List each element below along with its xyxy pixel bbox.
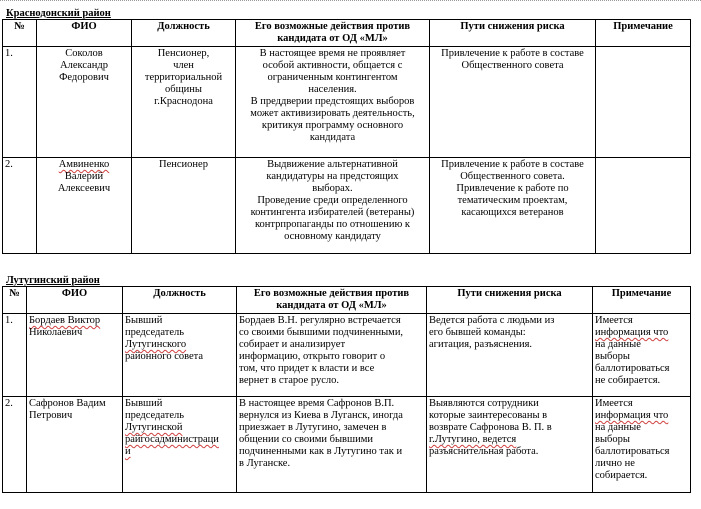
cell-name — [27, 397, 123, 493]
text-line: подчиненными как в Лутугино так и — [239, 446, 403, 457]
text-line: Бывший — [125, 398, 163, 409]
header-num: № — [3, 287, 27, 314]
text-line: баллотироваться — [595, 363, 670, 374]
text-line: Амвиненко — [58, 159, 110, 170]
text-line: общины — [165, 84, 202, 95]
header-name: ФИО — [27, 287, 123, 314]
text-line: Имеется — [595, 398, 633, 409]
section-title-krasnodon: Краснодонский район — [6, 8, 111, 19]
text-line: возврате Сафронова В. П. в — [429, 422, 552, 433]
cell-position — [123, 397, 237, 493]
header-actions: Его возможные действия против кандидата от ОД «МЛ» — [236, 20, 430, 47]
cell-risk — [430, 47, 596, 158]
text-line: собирает и анализирует — [239, 339, 346, 350]
text-line — [29, 315, 120, 327]
cell-num: 2. — [3, 397, 27, 493]
text-line: выборах. — [312, 183, 353, 194]
text-line: касающихся ветеранов — [461, 207, 564, 218]
text-line: выборы — [595, 351, 630, 362]
text-line: Лутугинской — [125, 422, 183, 433]
text-line: вернет в старое русло. — [239, 375, 339, 386]
header-name: ФИО — [37, 20, 132, 47]
text-line: разъяснительная работа. — [429, 446, 539, 457]
table-header-row — [3, 20, 691, 47]
cell-name — [37, 158, 132, 254]
text-line: Привлечение к работе в составе — [441, 48, 584, 59]
text-line: Привлечение к работе по — [456, 183, 569, 194]
text-line: контрпропаганды по отношению к — [254, 219, 411, 230]
text-line: Пенсионер — [159, 159, 208, 170]
table-row — [3, 158, 691, 254]
text-line: член — [173, 60, 194, 71]
cell-risk — [427, 314, 593, 397]
text-line: вернулся из Киева в Луганск, иногда — [239, 410, 403, 421]
text-line: Общественного совета — [461, 60, 564, 71]
text-line: Привлечение к работе в составе — [441, 159, 584, 170]
text-line: Выдвижение альтернативной — [267, 159, 398, 170]
text-line: председатель — [125, 327, 185, 338]
text-line: г.Краснодона — [154, 96, 213, 107]
text-line: особой активности, общается с — [262, 60, 403, 71]
cell-note — [593, 314, 691, 397]
text-line: Бывший — [125, 315, 163, 326]
text-line: кандидата — [309, 132, 356, 143]
text-line: Ведется работа с людьми из — [429, 315, 555, 326]
text-line: председатель — [125, 410, 185, 421]
header-note: Примечание — [596, 20, 691, 47]
cell-note — [596, 158, 691, 254]
text-line: ограниченным контингентом — [267, 72, 398, 83]
text-line: Лутугинского — [125, 339, 187, 350]
text-line: общении со своими бывшими — [239, 434, 373, 445]
text-line: том, что придет к власти и все — [239, 363, 375, 374]
table-krasnodon — [2, 19, 691, 254]
header-position: Должность — [132, 20, 236, 47]
text-line: в Луганске. — [239, 458, 291, 469]
text-line: В настоящее время Сафронов В.П. — [239, 398, 395, 409]
text-line: и — [125, 446, 131, 457]
cell-num: 1. — [3, 47, 37, 158]
cell-name — [37, 47, 132, 158]
text-line: информация что — [595, 410, 669, 421]
text-line: информация что — [595, 327, 669, 338]
header-risk: Пути снижения риска — [430, 20, 596, 47]
text-line: районного совета — [125, 351, 204, 362]
cell-actions — [236, 47, 430, 158]
text-line: контингента избирателей (ветераны) — [250, 207, 415, 218]
section-title-lutugino: Лутугинский район — [6, 275, 100, 286]
text-word: Бордаев Виктор — [29, 315, 101, 326]
cell-name — [27, 314, 123, 397]
table-header-row — [3, 287, 691, 314]
cell-risk — [427, 397, 593, 493]
text-line: баллотироваться — [595, 446, 670, 457]
text-line: райгосадминистраци — [125, 434, 219, 445]
table-lutugino — [2, 286, 691, 493]
text-line: г.Лутугино, ведется — [429, 434, 517, 445]
text-line: Общественного совета. — [460, 171, 565, 182]
text-line: Пенсионер, — [157, 48, 210, 59]
table-row — [3, 314, 691, 397]
table-row — [3, 397, 691, 493]
text-line: Выявляются сотрудники — [429, 398, 539, 409]
text-line: кандидатуры на предстоящих — [266, 171, 399, 182]
cell-num: 1. — [3, 314, 27, 397]
text-line: не собирается. — [595, 375, 661, 386]
text-line: Проведение среди определенного — [257, 195, 408, 206]
header-note: Примечание — [593, 287, 691, 314]
text-line: его бывшей команды: — [429, 327, 526, 338]
cell-actions — [237, 314, 427, 397]
text-line: Сафронов Вадим — [29, 398, 106, 409]
text-line: может активизировать деятельность, — [250, 108, 415, 119]
text-line: критикуя программу основного — [261, 120, 404, 131]
text-line: территориальной — [144, 72, 223, 83]
table-row — [3, 47, 691, 158]
text-line: агитация, разъяснения. — [429, 339, 533, 350]
text-line: тематическим проектам, — [457, 195, 568, 206]
text-line: Соколов — [65, 48, 103, 59]
text-line: В преддверии предстоящих выборов — [250, 96, 415, 107]
cell-actions — [236, 158, 430, 254]
header-risk: Пути снижения риска — [427, 287, 593, 314]
text-line: которые заинтересованы в — [429, 410, 548, 421]
page-top-border — [0, 0, 701, 1]
text-line: Алексеевич — [57, 183, 111, 194]
text-line: основному кандидату — [284, 231, 381, 242]
text-line: Валерий — [64, 171, 104, 182]
text-line: населения. — [308, 84, 357, 95]
text-line: со своими бывшими подчиненными, — [239, 327, 404, 338]
text-line: на данные — [595, 339, 641, 350]
cell-num: 2. — [3, 158, 37, 254]
cell-position — [132, 47, 236, 158]
text-line: информацию, открыто говорит о — [239, 351, 386, 362]
text-line: В настоящее время не проявляет — [259, 48, 406, 59]
cell-position — [132, 158, 236, 254]
text-line: Федорович — [59, 72, 109, 83]
text-line: лично не — [595, 458, 635, 469]
text-line: собирается. — [595, 470, 648, 481]
text-line: на данные — [595, 422, 641, 433]
text-line: Бордаев В.Н. регулярно встречается — [239, 315, 401, 326]
header-num: № — [3, 20, 37, 47]
text-line: выборы — [595, 434, 630, 445]
cell-note — [593, 397, 691, 493]
cell-note — [596, 47, 691, 158]
header-position: Должность — [123, 287, 237, 314]
text-line: Имеется — [595, 315, 633, 326]
cell-position — [123, 314, 237, 397]
cell-risk — [430, 158, 596, 254]
header-actions: Его возможные действия против кандидата от ОД «МЛ» — [237, 287, 427, 314]
text-line: Николаевич — [29, 327, 83, 338]
text-line: Александр — [60, 60, 108, 71]
cell-actions — [237, 397, 427, 493]
text-line: Петрович — [29, 410, 73, 421]
text-line: приезжает в Лутугино, замечен в — [239, 422, 387, 433]
